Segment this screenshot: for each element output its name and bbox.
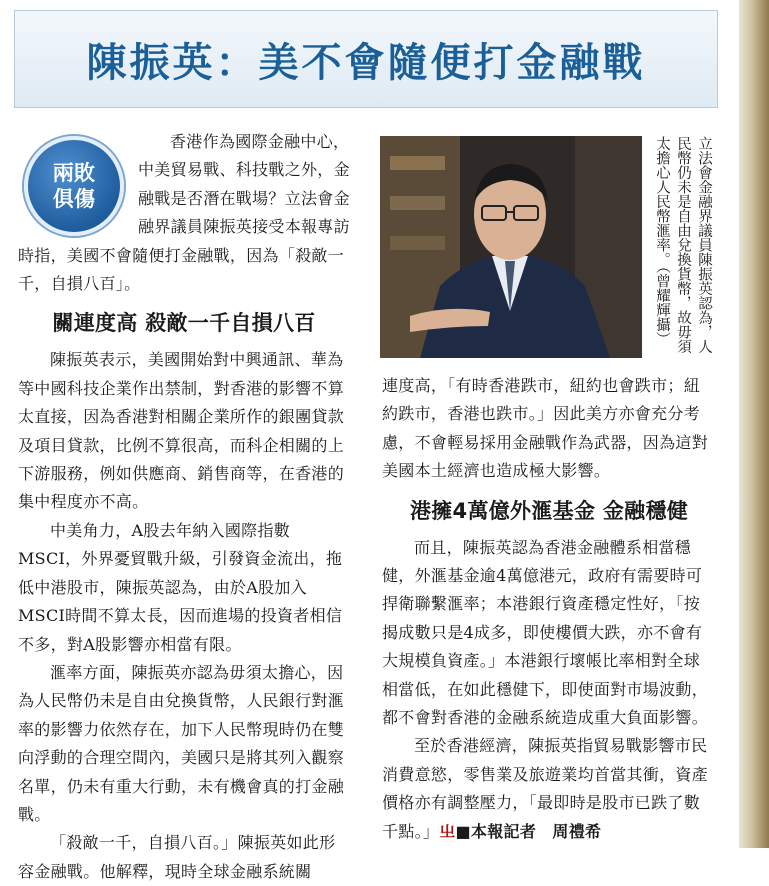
left-paragraph-4: 「殺敵一千，自損八百。」陳振英如此形容金融戰。他解釋，現時全球金融系統關 — [18, 833, 336, 881]
section-badge — [24, 136, 124, 236]
headline-box — [14, 10, 718, 108]
badge-line-2: 俱傷 — [52, 187, 96, 211]
right-paragraph-2 — [382, 732, 716, 846]
subheading-1: 關連度高 殺敵一千自損八百 — [52, 311, 316, 336]
right-paragraph-1: 而且，陳振英認為香港金融體系相當穩健，外滙基金逾4萬億港元，政府有需要時可捍衛聯繫滙率；本港銀行資產穩定性好，「按揭成數只是4成多，即使樓價大跌，亦不會有大規模負資產。」本港銀行壞帳比率相對全球相當低，在如此穩健下，即使面對市場波動，都不會對香港的金融系統造成重大負面影響。 — [382, 537, 709, 728]
left-column — [18, 128, 350, 886]
badge-line-1: 兩敗 — [52, 161, 96, 185]
headline: 陳振英：美不會隨便打金融戰 — [86, 39, 646, 86]
lead-paragraph: 香港作為國際金融中心，中美貿易戰、科技戰之外，金融戰是否潛在戰場？立法會金融界議員陳振英接受本報專訪時指，美國不會隨便打金融戰，因為「殺敵一千，自損八百」。 — [18, 132, 350, 294]
decorative-rail — [739, 0, 769, 848]
portrait-photo — [380, 136, 642, 358]
end-mark: 㞢 — [439, 821, 456, 841]
last-paragraph-text: 至於香港經濟，陳振英指貿易戰影響市民消費意慾，零售業及旅遊業均首當其衝，資產價格亦有調整壓力，「最即時是股市已跌了數千點。」 — [382, 736, 709, 841]
photo-caption: 立法會金融界議員陳振英認為，人民幣仍未是自由兌換貨幣，故毋須太擔心人民幣滙率。（曾耀輝攝） — [654, 136, 712, 354]
right-column — [382, 372, 716, 846]
left-paragraph-2: 中美角力，A股去年納入國際指數MSCI，外界憂貿戰升級，引發資金流出，拖低中港股市，陳振英認為，由於A股加入MSCI時間不算太長，因而進場的投資者相信不多，對A股影響亦相當有限。 — [18, 520, 343, 654]
left-paragraph-3: 滙率方面，陳振英亦認為毋須太擔心，因為人民幣仍未是自由兌換貨幣，人民銀行對滙率的影響力依然存在，加下人民幣現時仍在雙向浮動的合理空間內，美國只是將其列入觀察名單，仍未有重大行動，未有機會真的打金融戰。 — [18, 662, 345, 824]
left-paragraph-1: 陳振英表示，美國開始對中興通訊、華為等中國科技企業作出禁制，對香港的影響不算太直接，因為香港對相關企業所作的銀團貸款及項目貸款，比例不算很高，而科企相關的上下游服務，例如供應商、銷售商等，在香港的集中程度亦不高。 — [18, 350, 345, 512]
subheading-2: 港擁4萬億外滙基金 金融穩健 — [409, 498, 689, 523]
reporter-byline: ■本報記者 周禮希 — [455, 821, 602, 841]
continued-paragraph: 連度高，「有時香港跌市，紐約也會跌市；紐約跌市，香港也跌市。」因此美方亦會充分考慮，不會輕易採用金融戰作為武器，因為這對美國本土經濟也造成極大影響。 — [382, 376, 709, 481]
portrait-illustration — [380, 136, 642, 358]
